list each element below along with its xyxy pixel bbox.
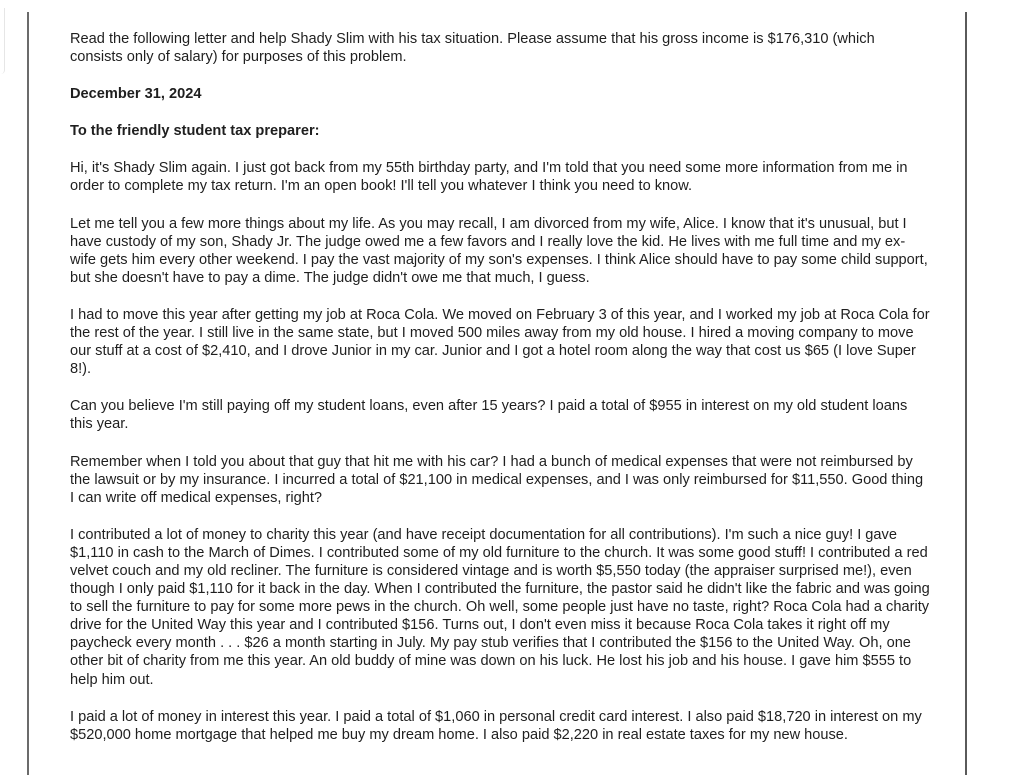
paragraph-medical: Remember when I told you about that guy that hit me with his car? I had a bunch of medical expenses that were not reimbursed by the lawsuit or by my insurance. I incurred a total of $21,100 in medical expenses, and I was only reimbursed for $11,550. Good thing I can write off medical expenses, right? bbox=[70, 453, 924, 506]
problem-intro: Read the following letter and help Shady Slim with his tax situation. Please assume that his gross income is $176,310 (which consists only of salary) for purposes of this problem. bbox=[70, 31, 875, 66]
paragraph-greeting: Hi, it's Shady Slim again. I just got back from my 55th birthday party, and I'm told that you need some more information from me in order to complete my tax return. I'm an open book! I'll tell you whatever I think you need to know. bbox=[70, 160, 908, 195]
left-edge-shadow bbox=[0, 8, 5, 74]
paragraph-interest: I paid a lot of money in interest this year. I paid a total of $1,060 in personal credit card interest. I also paid $18,720 in interest on my $520,000 home mortgage that helped me buy my dream home. I also paid $2,220 in real estate taxes for my new house. bbox=[70, 708, 922, 743]
right-border-rule bbox=[965, 12, 967, 775]
letter-document bbox=[70, 30, 930, 763]
paragraph-charity: I contributed a lot of money to charity this year (and have receipt documentation for all contributions). I'm such a nice guy! I gave $1,110 in cash to the March of Dimes. I contributed some of my old furniture to the church. It was some good stuff! I contributed a red velvet couch and my old recliner. The furniture is considered vintage and is worth $5,550 today (the appraiser surprised me!), even though I only paid $1,110 for it back in the day. When I contributed the furniture, the pastor said he didn't like the fabric and was going to sell the furniture to pay for some more pews in the church. Oh well, some people just have no taste, right? Roca Cola had a charity drive for the United Way this year and I contributed $156. Turns out, I don't even miss it because Roca Cola takes it right off my paycheck every month . . . $26 a month starting in July. My pay stub verifies that I contributed the $156 to the United Way. Oh, one other bit of charity from me this year. An old buddy of mine was down on his luck. He lost his job and his house. I gave him $555 to help him out. bbox=[70, 526, 930, 688]
letter-salutation: To the friendly student tax preparer: bbox=[70, 123, 320, 140]
paragraph-moving: I had to move this year after getting my job at Roca Cola. We moved on February 3 of this year, and I worked my job at Roca Cola for the rest of the year. I still live in the same state, but I moved 500 miles away from my old house. I hired a moving company to move our stuff at a cost of $2,410, and I drove Junior in my car. Junior and I got a hotel room along the way that cost us $65 (I love Super 8!). bbox=[70, 306, 930, 378]
letter-date: December 31, 2024 bbox=[70, 86, 202, 103]
left-border-rule bbox=[27, 12, 29, 775]
paragraph-custody: Let me tell you a few more things about my life. As you may recall, I am divorced from my wife, Alice. I know that it's unusual, but I have custody of my son, Shady Jr. The judge owed me a few favors and I really love the kid. He lives with me full time and my ex-wife gets him every other weekend. I pay the vast majority of my son's expenses. I think Alice should have to pay some child support, but she doesn't have to pay a dime. The judge didn't owe me that much, I guess. bbox=[70, 215, 928, 286]
paragraph-student-loans: Can you believe I'm still paying off my student loans, even after 15 years? I paid a total of $955 in interest on my old student loans this year. bbox=[70, 398, 908, 433]
